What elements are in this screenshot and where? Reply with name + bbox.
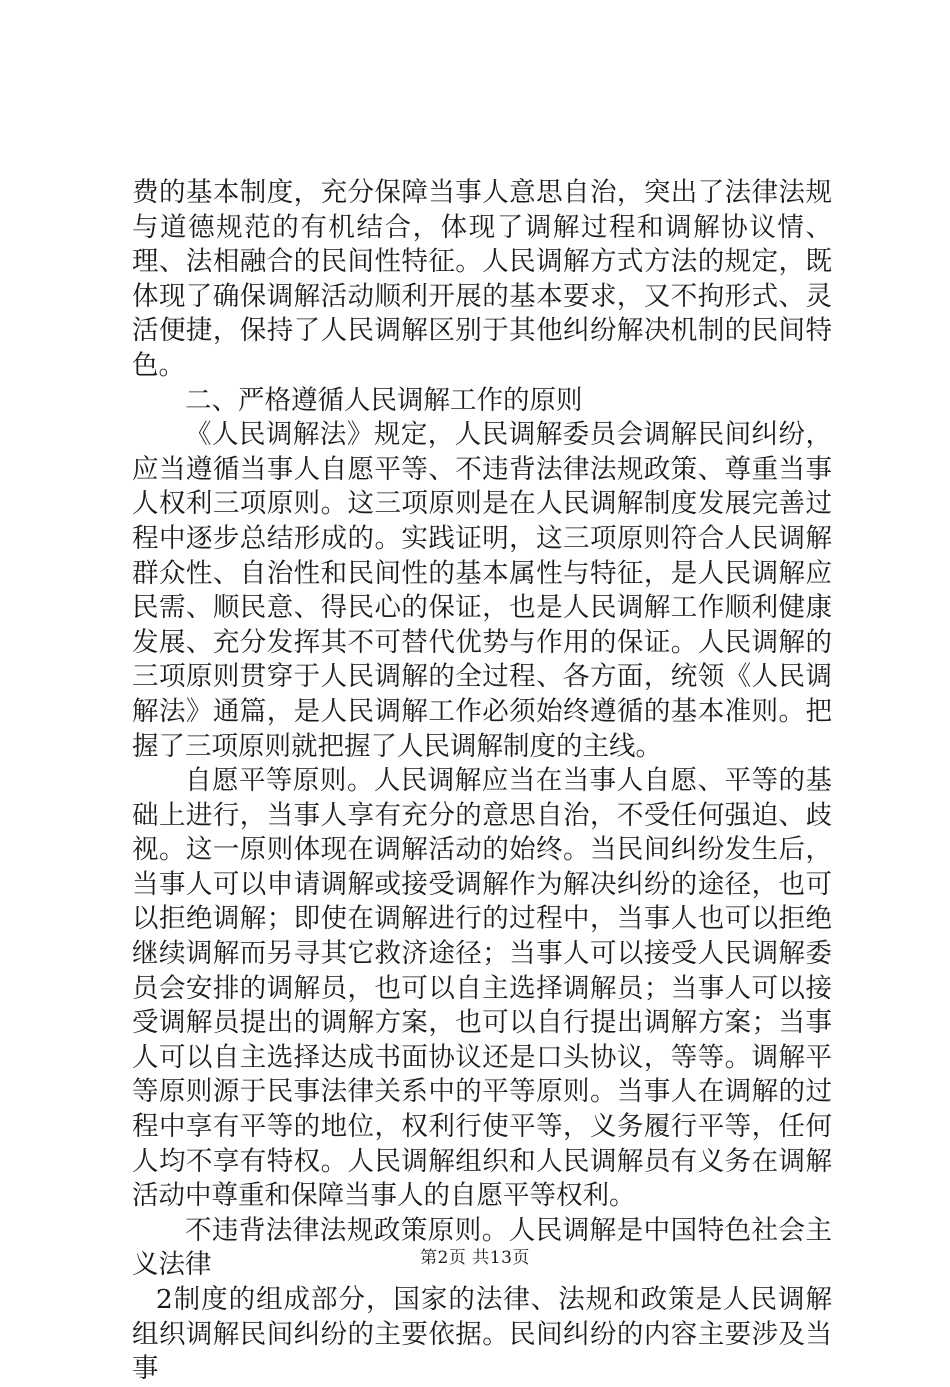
section-heading: 二、严格遵循人民调解工作的原则 — [185, 384, 583, 416]
paragraph: 费的基本制度，充分保障当事人意思自治，突出了法律法规与道德规范的有机结合，体现了调解过程和调解协议情、理、法相融合的民间性特征。人民调解方式方法的规定，既体现了确保调解活动顺利开展的基本要求，又不拘形式、灵活便捷，保持了人民调解区别于其他纠纷解决机制的民间特色。 — [132, 177, 832, 381]
page-number-footer: 第2页 共13页 — [420, 1248, 530, 1268]
paragraph: 2制度的组成部分，国家的法律、法规和政策是人民调解组织调解民间纠纷的主要依据。民间纠纷的内容主要涉及当事 — [132, 1284, 832, 1385]
paragraph: 自愿平等原则。人民调解应当在当事人自愿、平等的基础上进行，当事人享有充分的意思自治，不受任何强迫、歧视。这一原则体现在调解活动的始终。当民间纠纷发生后，当事人可以申请调解或接受调解作为解决纠纷的途径，也可以拒绝调解；即使在调解进行的过程中，当事人也可以拒绝继续调解而另寻其它救济途径；当事人可以接受人民调解委员会安排的调解员，也可以自主选择调解员；当事人可以接受调解员提出的调解方案，也可以自行提出调解方案；当事人可以自主选择达成书面协议还是口头协议，等等。调解平等原则源于民事法律关系中的平等原则。当事人在调解的过程中享有平等的地位，权利行使平等，义务履行平等，任何人均不享有特权。人民调解组织和人民调解员有义务在调解活动中尊重和保障当事人的自愿平等权利。 — [132, 765, 832, 1212]
document-body — [132, 176, 832, 1387]
paragraph: 不违背法律法规政策原则。人民调解是中国特色社会主义法律 — [132, 1214, 832, 1281]
paragraph: 《人民调解法》规定，人民调解委员会调解民间纠纷，应当遵循当事人自愿平等、不违背法律法规政策、尊重当事人权利三项原则。这三项原则是在人民调解制度发展完善过程中逐步总结形成的。实践证明，这三项原则符合人民调解群众性、自治性和民间性的基本属性与特征，是人民调解应民需、顺民意、得民心的保证，也是人民调解工作顺利健康发展、充分发挥其不可替代优势与作用的保证。人民调解的三项原则贯穿于人民调解的全过程、各方面，统领《人民调解法》通篇，是人民调解工作必须始终遵循的基本准则。把握了三项原则就把握了人民调解制度的主线。 — [132, 419, 832, 762]
